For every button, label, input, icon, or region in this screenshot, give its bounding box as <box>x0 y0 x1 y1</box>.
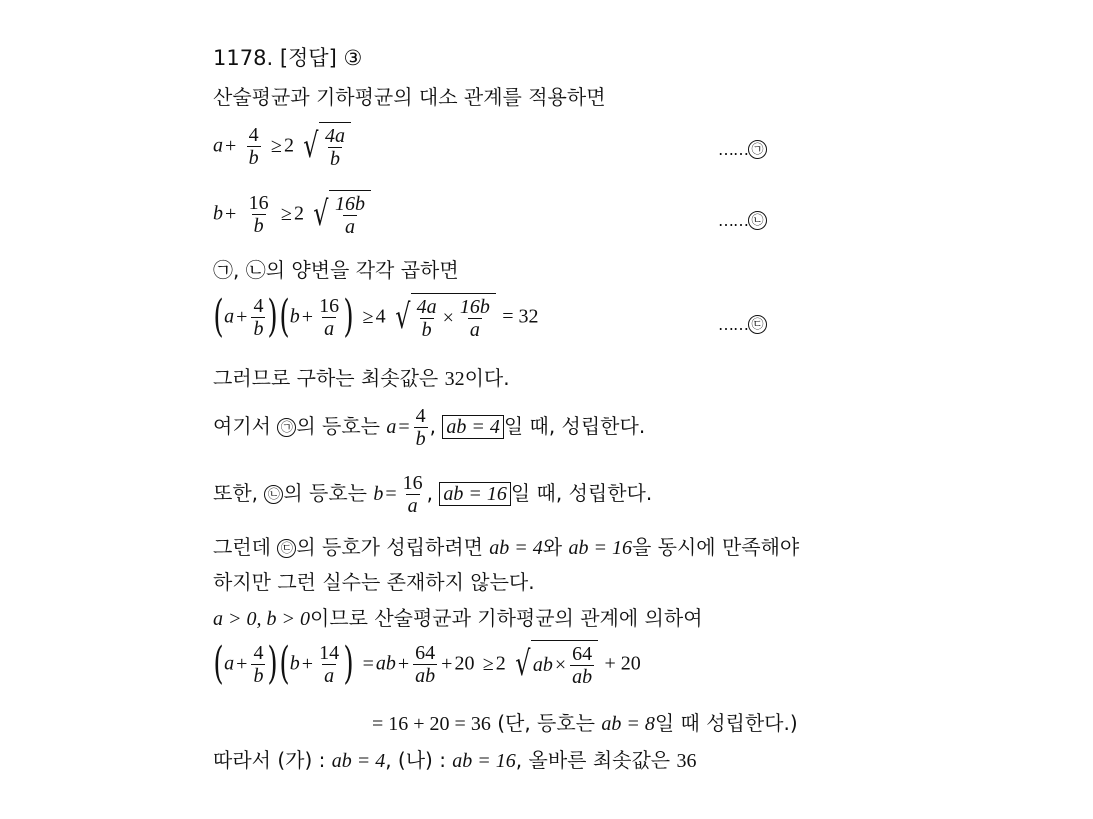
intro-text: 산술평균과 기하평균의 대소 관계를 적용하면 <box>213 85 606 109</box>
equation-1: a + $\frac{4}{b}$ ≥ 2 √ $\frac{4a}{b}$ <box>213 122 351 170</box>
problem-number: 1178. <box>213 46 274 70</box>
marker-1: …… ㉠ <box>718 136 767 160</box>
positivity-line: a > 0, b > 0이므로 산술평균과 기하평균의 관계에 의하여 <box>213 606 703 630</box>
contradiction-line-2: 하지만 그런 실수는 존재하지 않는다. <box>213 570 535 594</box>
marker-2: …… ㉡ <box>718 207 767 231</box>
equation-5: = 16 + 20 = 36 (단, 등호는 ab = 8일 때 성립한다.) <box>372 711 798 735</box>
boxed-ab-4: ab = 4 <box>442 415 504 439</box>
solution-header <box>213 46 362 70</box>
equality-condition-2: 또한, ㉡ 의 등호는 b = $\frac{16}{a}$ , ab = 16 일 때, 성립한다. <box>213 472 653 517</box>
answer-label: [정답] <box>279 46 337 70</box>
boxed-ab-16: ab = 16 <box>439 482 511 506</box>
circle-giyeok: ㉠ <box>748 140 767 159</box>
final-answer-line: 따라서 (가) : ab = 4, (나) : ab = 16, 올바른 최솟값은 36 <box>213 748 697 772</box>
circle-digeut: ㉢ <box>748 315 767 334</box>
equality-condition-1: 여기서 ㉠ 의 등호는 a = $\frac{4}{b}$ , ab = 4 일 때, 성립한다. <box>213 405 646 450</box>
contradiction-line-1: 그런데 ㉢ 의 등호가 성립하려면 ab = 4와 ab = 16을 동시에 만족해야 <box>213 535 800 559</box>
multiply-text: ㉠, ㉡의 양변을 각각 곱하면 <box>213 258 459 282</box>
equation-4: (a + $\frac{4}{b}$ )(b + $\frac{14}{a}$ ) = ab + $\frac{64}{ab}$ + 20 ≥ 2 √ ab × $\frac{64}{ab}$ + 20 <box>213 638 641 689</box>
conclusion-1: 그러므로 구하는 최솟값은 32이다. <box>213 366 510 390</box>
circle-nieun: ㉡ <box>748 211 767 230</box>
equation-2: b + $\frac{16}{b}$ ≥ 2 √ $\frac{16b}{a}$ <box>213 190 371 238</box>
answer-choice: ③ <box>343 46 363 70</box>
marker-3: …… ㉢ <box>718 311 767 335</box>
equation-3: (a + $\frac{4}{b}$ )(b + $\frac{16}{a}$ ) ≥ 4 √ $\frac{4a}{b}$ × $\frac{16b}{a}$ = 32 <box>213 291 539 342</box>
